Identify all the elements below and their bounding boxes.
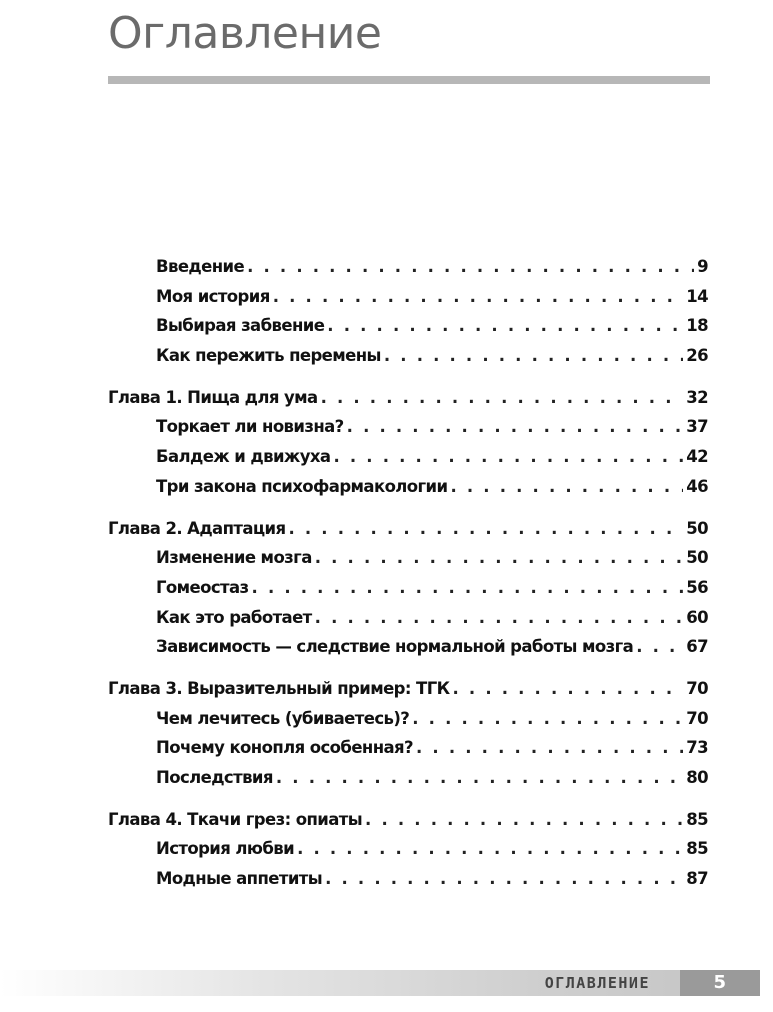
- toc-entry-page: 67: [686, 637, 708, 657]
- leader-dots: [333, 442, 683, 472]
- toc-chapter-entry[interactable]: [108, 805, 708, 835]
- toc-chapter-title: Глава 2. Адаптация: [108, 518, 286, 538]
- toc-entry-page: 85: [686, 809, 708, 829]
- title-rule: [108, 76, 710, 84]
- footer-section-label: ОГЛАВЛЕНИЕ: [544, 974, 650, 992]
- toc-chapter-2: [108, 514, 708, 662]
- leader-dots: [412, 704, 683, 734]
- table-of-contents: [108, 252, 708, 906]
- leader-dots: [288, 514, 683, 544]
- leader-dots: [321, 383, 684, 413]
- leader-dots: [297, 834, 683, 864]
- toc-chapter-3: [108, 674, 708, 793]
- leader-dots: [365, 805, 683, 835]
- toc-entry-label: Моя история: [156, 286, 270, 306]
- toc-entry-page: 37: [686, 417, 708, 437]
- toc-entry-label: Как это работает: [156, 607, 312, 627]
- leader-dots: [450, 472, 683, 502]
- toc-entry[interactable]: [108, 864, 708, 894]
- toc-entry[interactable]: [108, 704, 708, 734]
- toc-entry[interactable]: [108, 632, 708, 662]
- toc-entry-page: 9: [697, 257, 708, 276]
- toc-entry-label: Три закона психофармакологии: [156, 476, 448, 496]
- toc-chapter-entry[interactable]: [108, 383, 708, 413]
- toc-entry-page: 70: [686, 708, 708, 728]
- toc-entry-page: 60: [686, 607, 708, 627]
- toc-entry[interactable]: [108, 543, 708, 573]
- toc-entry[interactable]: [108, 252, 708, 282]
- toc-entry-page: 46: [686, 476, 708, 496]
- toc-entry-label: Чем лечитесь (убиваетесь)?: [156, 708, 410, 728]
- toc-entry-page: 18: [686, 316, 708, 336]
- toc-chapter-title: Глава 3. Выразительный пример: ТГК: [108, 678, 450, 698]
- page-title: Оглавление: [108, 8, 382, 59]
- leader-dots: [327, 311, 683, 341]
- toc-entry-label: Последствия: [156, 768, 273, 787]
- page-number: 5: [713, 972, 726, 993]
- toc-entry[interactable]: [108, 442, 708, 472]
- toc-entry-label: Изменение мозга: [156, 548, 312, 568]
- toc-entry[interactable]: [108, 834, 708, 864]
- toc-entry[interactable]: [108, 412, 708, 442]
- toc-entry[interactable]: [108, 603, 708, 633]
- toc-entry-label: Как пережить перемены: [156, 346, 381, 366]
- toc-entry-page: 87: [686, 869, 708, 889]
- leader-dots: [636, 632, 683, 662]
- toc-chapter-4: [108, 805, 708, 894]
- toc-entry[interactable]: [108, 573, 708, 603]
- leader-dots: [315, 603, 684, 633]
- leader-dots: [384, 341, 683, 371]
- toc-entry-page: 73: [686, 738, 708, 758]
- toc-intro-group: [108, 252, 708, 371]
- toc-entry[interactable]: [108, 341, 708, 371]
- toc-entry[interactable]: [108, 763, 708, 793]
- toc-chapter-entry[interactable]: [108, 674, 708, 704]
- toc-chapter-1: [108, 383, 708, 502]
- toc-entry-page: 80: [686, 768, 708, 787]
- toc-entry[interactable]: [108, 311, 708, 341]
- toc-entry-label: Почему конопля особенная?: [156, 738, 414, 758]
- toc-entry-page: 70: [686, 678, 708, 698]
- leader-dots: [325, 864, 683, 894]
- toc-entry-label: История любви: [156, 839, 295, 859]
- toc-entry-page: 32: [686, 387, 708, 407]
- leader-dots: [416, 733, 683, 763]
- toc-entry-label: Балдеж и движуха: [156, 447, 331, 467]
- leader-dots: [273, 282, 684, 312]
- toc-chapter-entry[interactable]: [108, 514, 708, 544]
- toc-entry-label: Торкает ли новизна?: [156, 417, 344, 437]
- toc-entry-page: 42: [686, 447, 708, 467]
- toc-entry-label: Модные аппетиты: [156, 869, 323, 889]
- leader-dots: [247, 252, 694, 282]
- toc-entry-page: 50: [686, 548, 708, 568]
- leader-dots: [276, 763, 683, 793]
- toc-entry[interactable]: [108, 282, 708, 312]
- leader-dots: [252, 573, 684, 603]
- toc-entry-page: 85: [686, 839, 708, 859]
- toc-entry[interactable]: [108, 733, 708, 763]
- toc-entry-page: 56: [686, 577, 708, 597]
- toc-entry-label: Гомеостаз: [156, 577, 249, 597]
- leader-dots: [315, 543, 684, 573]
- toc-chapter-title: Глава 4. Ткачи грез: опиаты: [108, 809, 363, 829]
- leader-dots: [453, 674, 684, 704]
- leader-dots: [347, 412, 684, 442]
- toc-entry-page: 14: [686, 286, 708, 306]
- toc-entry-page: 50: [686, 518, 708, 538]
- toc-entry[interactable]: [108, 472, 708, 502]
- toc-entry-label: Зависимость — следствие нормальной работы мозга: [156, 637, 634, 657]
- toc-entry-label: Введение: [156, 257, 245, 276]
- running-footer: [0, 970, 760, 996]
- toc-entry-page: 26: [686, 346, 708, 366]
- toc-entry-label: Выбирая забвение: [156, 316, 325, 336]
- toc-chapter-title: Глава 1. Пища для ума: [108, 387, 318, 407]
